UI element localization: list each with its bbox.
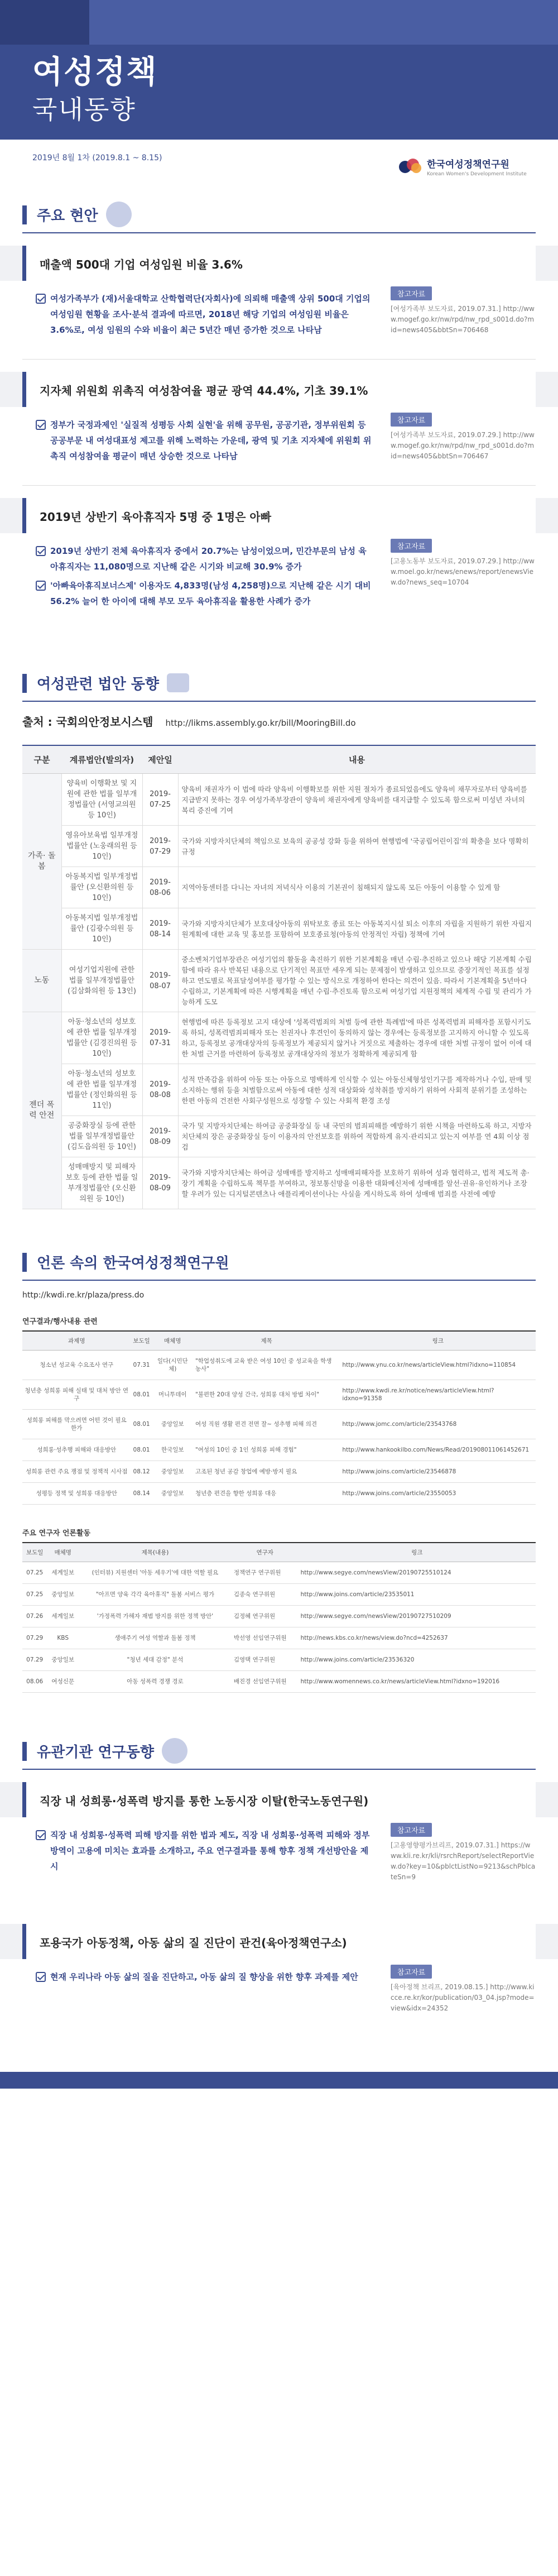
check-icon bbox=[36, 294, 46, 304]
law-category: 젠더 폭력 안전 bbox=[22, 1012, 61, 1209]
col-header: 연구자 bbox=[232, 1543, 299, 1562]
people-icon bbox=[162, 1738, 187, 1764]
media-link[interactable]: http://kwdi.re.kr/plaza/press.do bbox=[22, 1291, 145, 1300]
media-article-link[interactable]: http://www.kwdi.re.kr/notice/news/articleView.html?idxno=91358 bbox=[340, 1380, 536, 1410]
table-cell: 08.01 bbox=[131, 1410, 152, 1439]
ref-tag: 참고자료 bbox=[391, 286, 432, 300]
table-row: 영유아보육법 일부개정법률안 (노웅래의원 등 10인) 2019-07-29 국가와 지방자치단체의 책임으로 보육의 공공성 강화 등을 위하여 현행법에 '국공립어린이집'의 확충을 보다 명확히 규정 bbox=[22, 826, 536, 867]
table-cell: 여성신문 bbox=[47, 1671, 79, 1693]
table-row bbox=[22, 1380, 536, 1410]
check-icon bbox=[36, 1830, 46, 1840]
col-header: 내용 bbox=[178, 745, 536, 774]
table-cell: 중앙일보 bbox=[152, 1461, 193, 1483]
col-header: 보도일 bbox=[131, 1331, 152, 1351]
issue-bullet: 정부가 국정과제인 '실질적 성평등 사회 실현'을 위해 공무원, 공공기관, 정부위원회 등 공공부문 내 여성대표성 제고를 위해 노력하는 가운데, 광역 및 기초 지자체에 위원회 위촉직 여성참여율 평균이 매년 상승한 것으로 나타남 bbox=[36, 417, 374, 464]
table-cell: "여성의 10인 중 1인 성희롱 피해 경험" bbox=[193, 1439, 340, 1461]
table-cell: 08.12 bbox=[131, 1461, 152, 1483]
table-cell: 머니투데이 bbox=[152, 1380, 193, 1410]
header-subbar bbox=[0, 140, 558, 195]
issue-body-1 bbox=[22, 281, 536, 359]
table-cell: 청년층 편견을 향한 성희롱 대응 bbox=[193, 1483, 340, 1505]
section-related-title: 유관기관 연구동향 bbox=[22, 1732, 536, 1770]
issue-block-2 bbox=[0, 372, 558, 407]
issue-date: 2019년 8월 1차 (2019.8.1 ~ 8.15) bbox=[32, 154, 162, 162]
table-cell: "청년 세대 감정" 분석 bbox=[79, 1649, 232, 1671]
table-cell: 08.01 bbox=[131, 1439, 152, 1461]
issue-bullet: '아빠육아휴직보너스제' 이용자도 4,833명(남성 4,258명)으로 지난해 같은 시기 대비 56.2% 늘어 한 아이에 대해 부모 모두 육아휴직을 활용한 사례가 증가 bbox=[36, 578, 374, 609]
media-article-link[interactable]: http://www.jomc.com/article/23543768 bbox=[340, 1410, 536, 1439]
table-cell: (인터뷰) 지원센터 '아동 세우기'에 대한 역할 필요 bbox=[79, 1562, 232, 1584]
col-header: 링크 bbox=[299, 1543, 536, 1562]
media-article-link[interactable]: http://www.joins.com/article/23536320 bbox=[299, 1649, 536, 1671]
table-cell: 고조된 청년 공감 창업에 예방·방지 필요 bbox=[193, 1461, 340, 1483]
issue-title-1: 매출액 500대 기업 여성임원 비율 3.6% bbox=[22, 246, 536, 281]
col-header: 링크 bbox=[340, 1331, 536, 1351]
footer-band bbox=[0, 2072, 558, 2089]
table-cell: 중앙일보 bbox=[47, 1584, 79, 1606]
table-cell: 중앙일보 bbox=[47, 1649, 79, 1671]
org-logo bbox=[399, 156, 527, 177]
table-cell: 성희롱·성추행 피해와 대응방안 bbox=[22, 1439, 131, 1461]
table-row bbox=[22, 1562, 536, 1584]
table-row bbox=[22, 1627, 536, 1649]
related-bullet: 직장 내 성희롱·성폭력 피해 방지를 위한 법과 제도, 직장 내 성희롱·성폭력 피해와 정부방역이 고용에 미치는 효과를 소개하고, 주요 연구결과를 통해 향후 정책 개선방안을 제시 bbox=[36, 1827, 374, 1874]
col-header: 구분 bbox=[22, 745, 61, 774]
media-table-2 bbox=[22, 1542, 536, 1693]
related-title-2: 포용국가 아동정책, 아동 삶의 질 진단이 관건(육아정책연구소) bbox=[22, 1924, 536, 1959]
section-media-title: 언론 속의 한국여성정책연구원 bbox=[22, 1243, 536, 1281]
media-article-link[interactable]: http://www.joins.com/article/23550053 bbox=[340, 1483, 536, 1505]
table-row bbox=[22, 1606, 536, 1627]
related-body-1 bbox=[22, 1817, 536, 1896]
issue-title-2: 지자체 위원회 위촉직 여성참여율 평균 광역 44.4%, 기초 39.1% bbox=[22, 372, 536, 407]
table-row: 아동·청소년의 성보호에 관한 법률 일부개정법률안 (정인화의원 등 11인) 2019-08-08 성적 만족감을 위하여 아동 또는 아동으로 명백하게 인식할 수 있는 아동신체형성인기구를 제작하거나 수입, 판매 및 소지하는 행위 등을 처벌함으로써 아동에 대한 성적 대상화와 성착취를 방지하기 위하여 사회적 분위기를 조성하는 한편 아동의 건전한 사회구성원으로 성장할 수 있는 사회적 환경 조성 bbox=[22, 1064, 536, 1116]
section-law-title: 여성관련 법안 동향 bbox=[22, 664, 536, 702]
org-name-en: Korean Women's Development Institute bbox=[427, 171, 527, 177]
media-article-link[interactable]: http://www.joins.com/article/23546878 bbox=[340, 1461, 536, 1483]
related-bullet: 현재 우리나라 아동 삶의 질을 진단하고, 아동 삶의 질 향상을 위한 향후 과제를 제안 bbox=[36, 1969, 374, 1985]
table-row: 젠더 폭력 안전 아동·청소년의 성보호에 관한 법률 일부개정법률안 (김경진의원 등 10인) 2019-07-31 현행법에 따른 등록정보 고지 대상에 '성폭력범죄의 처벌 등에 관한 특례법'에 따른 성폭력범죄 피해자를 포함시키도록 하되, 성폭력범죄피해자 또는 친권자나 후견인이 동의하지 않는 경우에는 등록정보를 고지하지 아니할 수 있도록 하고, 등록정보 공개대상자의 등록정보가 제공되지 않거나 거짓으로 제출하는 경우에 대한 처벌 규정이 없어 이에 대한 처벌 근거를 마련하여 등록정보 공개대상자의 정보가 정확하게 제공되게 함 bbox=[22, 1012, 536, 1064]
table-row: 성매매방지 및 피해자보호 등에 관한 법률 일부개정법률안 (오신환의원 등 10인) 2019-08-09 국가와 지방자치단체는 하여금 성매매를 방지하고 성매매피해자를 보호하기 위하여 성과 협력하고, 법적 제도적 총·장기 계획을 수립하도록 책무를 부여하고, 정보통신망을 이용한 대화메신저에 성매매를 알선·권유·유인하거나 조장할 우려가 있는 디지털콘텐츠나 애플리케이션이나는 사실을 게시하도록 하여 성매매 범죄를 사전에 예방 bbox=[22, 1157, 536, 1209]
col-header: 제목 bbox=[193, 1331, 340, 1351]
table-row: 공중화장실 등에 관한 법률 일부개정법률안 (김도읍의원 등 10인) 2019-08-09 국가 및 지방자치단체는 하여금 공중화장실 등 내 국민의 범죄피해를 예방하기 위한 시책을 마련하도록 하고, 지방자치단체의 장은 공중화장실 등이 이용자의 안전보호를 위하여 적합하게 유지·관리되고 있는지 여부를 연 4회 이상 점검 bbox=[22, 1116, 536, 1157]
table-row bbox=[22, 1439, 536, 1461]
header-banner bbox=[0, 0, 558, 140]
header-subtitle: 국내동향 bbox=[32, 94, 136, 125]
issue-bullet: 여성가족부가 (재)서울대학교 산학협력단(자회사)에 의뢰해 매출액 상위 500대 기업의 여성임원 현황을 조사·분석 결과에 따르면, 2018년 해당 기업의 여성임원 비율은 3.6%로, 여성 임원의 수와 비율이 최근 5년간 매년 증가한 것으로 나타남 bbox=[36, 291, 374, 338]
table-cell: 생애주기 여성 역할과 돌봄 정책 bbox=[79, 1627, 232, 1649]
document-icon bbox=[167, 673, 189, 692]
col-header: 제안일 bbox=[142, 745, 178, 774]
related-block-1 bbox=[0, 1782, 558, 1817]
table-cell: 한국일보 bbox=[152, 1439, 193, 1461]
col-header: 매체명 bbox=[47, 1543, 79, 1562]
table-cell: 세계일보 bbox=[47, 1606, 79, 1627]
table-cell: 07.31 bbox=[131, 1351, 152, 1380]
col-header: 제목(내용) bbox=[79, 1543, 232, 1562]
table-cell: 박선영 선임연구위원 bbox=[232, 1627, 299, 1649]
media-article-link[interactable]: http://www.hankookilbo.com/News/Read/201908011061452671 bbox=[340, 1439, 536, 1461]
issue-title-3: 2019년 상반기 육아휴직자 5명 중 1명은 아빠 bbox=[22, 498, 536, 533]
related-block-2 bbox=[0, 1924, 558, 1959]
media-article-link[interactable]: http://www.ynu.co.kr/news/articleView.html?idxno=110854 bbox=[340, 1351, 536, 1380]
media-article-link[interactable]: http://news.kbs.co.kr/news/view.do?ncd=4252637 bbox=[299, 1627, 536, 1649]
ref-link[interactable]: [고용영향평가브리프, 2019.07.31.] https://www.kli.re.kr/kli/rsrchReport/selectReportView.do?key=10&pblctListNo=9213&schPblcateSn=9 bbox=[391, 1841, 536, 1881]
table-row bbox=[22, 1461, 536, 1483]
ref-link[interactable]: [여성가족부 보도자료, 2019.07.29.] http://www.mogef.go.kr/nw/rpd/nw_rpd_s001d.do?mid=news405&bbtSn=706467 bbox=[391, 431, 535, 460]
table-cell: 김정혜 연구위원 bbox=[232, 1606, 299, 1627]
table-cell: 중앙일보 bbox=[152, 1483, 193, 1505]
table-cell: 성희롱 관련 주요 쟁점 및 정책적 시사점 bbox=[22, 1461, 131, 1483]
ref-link[interactable]: [고용노동부 보도자료, 2019.07.29.] http://www.moel.go.kr/news/enews/report/enewsView.do?news_seq=10704 bbox=[391, 557, 535, 586]
table-row: 아동복지법 일부개정법률안 (김광수의원 등 10인) 2019-08-14 국가와 지방자치단체가 보호대상아동의 위탁보호 종료 또는 아동복지시설 퇴소 이후의 자립을 지원하기 위한 자립지원계획에 대한 교육 및 홍보를 포함하여 보호종료청(아동의 안정적인 자립) 정책에 기여 bbox=[22, 908, 536, 950]
table-cell: 07.26 bbox=[22, 1606, 47, 1627]
ref-link[interactable]: [여성가족부 보도자료, 2019.07.31.] http://www.mogef.go.kr/nw/rpd/nw_rpd_s001d.do?mid=news405&bbtSn=706468 bbox=[391, 305, 535, 334]
media-caption-1: 연구결과/행사내용 관련 bbox=[22, 1318, 98, 1326]
issue-block-1 bbox=[0, 246, 558, 281]
check-icon bbox=[36, 420, 46, 430]
law-category: 노동 bbox=[22, 950, 61, 1012]
table-cell: 일다(시민단체) bbox=[152, 1351, 193, 1380]
header-tab bbox=[0, 0, 89, 45]
table-row: 노동 여성기업지원에 관한 법률 일부개정법률안 (김삼화의원 등 13인) 2019-08-07 중소벤처기업부장관은 여성기업의 활동을 촉진하기 위한 기본계획을 매년 수립·추진하고 있으나 해당 기본계획 수립함에 따라 유사 반복된 내용으로 단기적인 목표만 세우게 되는 문제점이 발생하고 있으므로 중장기적인 목표를 설정하고 연도별로 목표달성여부를 평가할 수 있는 방식으로 개정하여 한다는 의견이 있음. 따라서 기본계획을 5년마다 수립하고, 기본계획에 따른 시행계획을 매년 수립·추진토록 함으로써 여성기업 지원정책의 체계적 수립 및 관리가 가능하게 도모 bbox=[22, 950, 536, 1012]
ref-link[interactable]: [육아정책 브리프, 2019.08.15.] http://www.kicce.re.kr/kor/publication/03_04.jsp?mode=view&idx=24352 bbox=[391, 1983, 535, 2012]
table-cell: 정책연구 연구위원 bbox=[232, 1562, 299, 1584]
ref-tag: 참고자료 bbox=[391, 1823, 432, 1837]
table-cell: 중앙일보 bbox=[152, 1410, 193, 1439]
law-source: 출처 : 국회의안정보시스템 http://likms.assembly.go.kr/bill/MooringBill.do bbox=[22, 715, 356, 729]
table-cell: 성희롱 피해를 막으려면 어떤 것이 필요한가 bbox=[22, 1410, 131, 1439]
magnifier-icon bbox=[106, 202, 132, 227]
table-row: 아동복지법 일부개정법률안 (오신환의원 등 10인) 2019-08-06 지역아동센터를 다니는 자녀의 저녁식사 이용의 기본권이 침해되지 않도록 모든 아동이 이용할 수 있게 함 bbox=[22, 867, 536, 908]
col-header: 매체명 bbox=[152, 1331, 193, 1351]
check-icon bbox=[36, 1972, 46, 1982]
table-cell: '가정폭력 가해자 재범 방지를 위한 정책 방안' bbox=[79, 1606, 232, 1627]
table-cell: 08.14 bbox=[131, 1483, 152, 1505]
related-title-1: 직장 내 성희롱·성폭력 방지를 통한 노동시장 이탈(한국노동연구원) bbox=[22, 1782, 536, 1817]
law-category: 가족· 돌봄 bbox=[22, 774, 61, 950]
issue-body-2 bbox=[22, 407, 536, 485]
table-row bbox=[22, 1584, 536, 1606]
table-row bbox=[22, 1649, 536, 1671]
check-icon bbox=[36, 581, 46, 591]
table-row bbox=[22, 1483, 536, 1505]
issue-bullet: 2019년 상반기 전체 육아휴직자 중에서 20.7%는 남성이었으며, 민간부문의 남성 육아휴직자는 11,080명으로 지난해 같은 시기와 비교해 30.9% 증가 bbox=[36, 543, 374, 574]
related-body-2 bbox=[22, 1959, 536, 2027]
issue-block-3 bbox=[0, 498, 558, 533]
media-article-link[interactable]: http://www.joins.com/article/23535011 bbox=[299, 1584, 536, 1606]
table-cell: 08.01 bbox=[131, 1380, 152, 1410]
table-cell: 07.25 bbox=[22, 1584, 47, 1606]
table-row bbox=[22, 1351, 536, 1380]
org-name-ko: 한국여성정책연구원 bbox=[427, 159, 509, 170]
header-stripe bbox=[89, 0, 558, 45]
ref-tag: 참고자료 bbox=[391, 1965, 432, 1979]
section-issues-title: 주요 현안 bbox=[22, 195, 536, 233]
media-article-link[interactable]: http://www.womennews.co.kr/news/articleView.html?idxno=192016 bbox=[299, 1671, 536, 1693]
table-cell: 배진경 선임연구위원 bbox=[232, 1671, 299, 1693]
table-cell: 07.29 bbox=[22, 1627, 47, 1649]
table-cell: "학업성취도에 교육 받은 여성 10인 중 성교육을 학생 농사" bbox=[193, 1351, 340, 1380]
col-header: 계류법안(발의자) bbox=[61, 745, 142, 774]
table-cell: 07.25 bbox=[22, 1562, 47, 1584]
media-article-link[interactable]: http://www.segye.com/newsView/20190725510124 bbox=[299, 1562, 536, 1584]
header-title: 여성정책 bbox=[32, 54, 158, 90]
kwdi-logo-icon bbox=[399, 157, 424, 176]
issue-body-3 bbox=[22, 533, 536, 630]
table-row bbox=[22, 1671, 536, 1693]
table-cell: 아동 성폭력 경쟁 경로 bbox=[79, 1671, 232, 1693]
law-table bbox=[22, 745, 536, 1209]
table-cell: 청소년 성교육 수요조사 연구 bbox=[22, 1351, 131, 1380]
ref-tag: 참고자료 bbox=[391, 539, 432, 553]
table-cell: 07.29 bbox=[22, 1649, 47, 1671]
table-cell: 김영택 연구위원 bbox=[232, 1649, 299, 1671]
col-header: 보도일 bbox=[22, 1543, 47, 1562]
media-table-1 bbox=[22, 1330, 536, 1505]
table-cell: 세계일보 bbox=[47, 1562, 79, 1584]
law-source-link[interactable]: http://likms.assembly.go.kr/bill/MooringBill.do bbox=[165, 718, 356, 728]
table-cell: 성평등 정책 및 성희롱 대응방안 bbox=[22, 1483, 131, 1505]
col-header: 과제명 bbox=[22, 1331, 131, 1351]
table-cell: 청년층 성희롱 피해 실태 및 대처 방안 연구 bbox=[22, 1380, 131, 1410]
table-cell: KBS bbox=[47, 1627, 79, 1649]
table-cell: "아프면 양육 각각 육아휴직" 돌봄 서비스 평가 bbox=[79, 1584, 232, 1606]
table-row bbox=[22, 1410, 536, 1439]
table-cell: 김종숙 연구위원 bbox=[232, 1584, 299, 1606]
check-icon bbox=[36, 546, 46, 556]
table-cell: 08.06 bbox=[22, 1671, 47, 1693]
table-cell: 여성 직원 생활 편견 전면 잘~ 성추행 피해 의견 bbox=[193, 1410, 340, 1439]
table-row: 가족· 돌봄 양육비 이행확보 및 지원에 관한 법률 일부개정법률안 (서영교의원 등 10인) 2019-07-25 양육비 채권자가 이 법에 따라 양육비 이행확보를 위한 지원 절차가 종료되었음에도 양육비 채무자로부터 양육비를 지급받지 못하는 경우 여성가족부장관이 양육비 채권자에게 양육비를 대지급할 수 있도록 함으로써 미성년 자녀의 복리 증진에 기여 bbox=[22, 774, 536, 826]
media-caption-2: 주요 연구자 언론활동 bbox=[22, 1529, 91, 1538]
ref-tag: 참고자료 bbox=[391, 413, 432, 427]
table-cell: "불편한 20대 양성 간극, 성희롱 대처 방법 차이" bbox=[193, 1380, 340, 1410]
media-article-link[interactable]: http://www.segye.com/newsView/20190727510209 bbox=[299, 1606, 536, 1627]
